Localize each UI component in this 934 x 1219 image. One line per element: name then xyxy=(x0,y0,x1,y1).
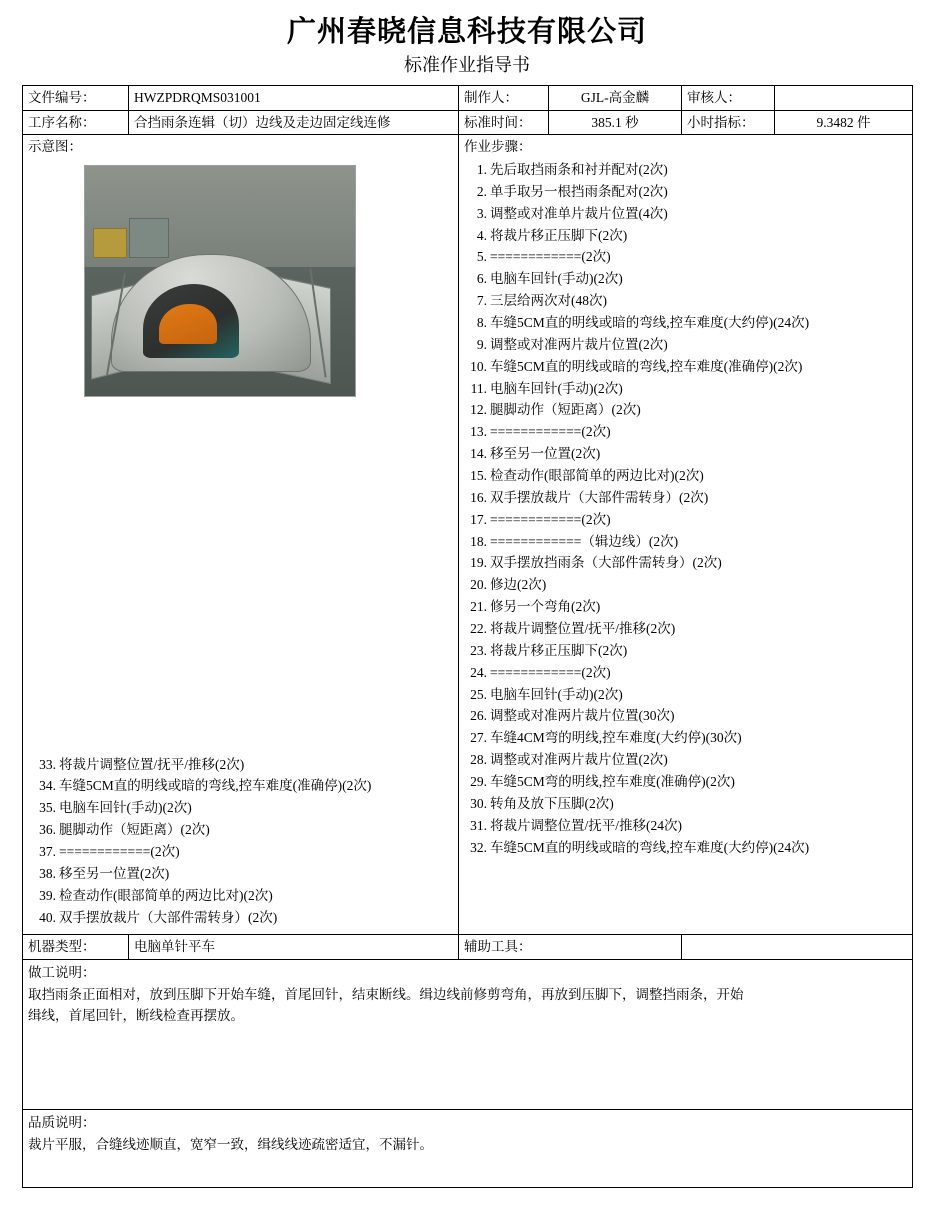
list-item xyxy=(464,596,907,618)
list-item xyxy=(464,793,907,815)
list-item xyxy=(464,552,907,574)
step-text: 车缝5CM直的明线或暗的弯线,控车难度(大约停)(24次) xyxy=(490,314,810,330)
doc-no-value: HWZPDRQMS031001 xyxy=(129,86,459,111)
photo-box-yellow xyxy=(93,228,127,258)
step-number: 34. xyxy=(39,778,56,794)
step-number: 23. xyxy=(470,642,487,658)
list-item xyxy=(464,837,907,859)
workmanship-line-1: 取挡雨条正面相对，放到压脚下开始车缝，首尾回针，结束断线。缉边线前修剪弯角，再放到压脚下，调整挡雨条，开始 xyxy=(28,986,744,1002)
step-text: 将裁片调整位置/抚平/推移(2次) xyxy=(490,620,676,636)
step-number: 22. xyxy=(470,620,487,636)
list-item xyxy=(33,797,463,819)
step-number: 29. xyxy=(470,774,487,789)
step-text: 车缝5CM弯的明线,控车难度(准确停)(2次) xyxy=(490,774,735,789)
list-item xyxy=(464,465,907,487)
workmanship-cell xyxy=(23,959,913,1109)
step-text: 修另一个弯角(2次) xyxy=(490,599,601,615)
list-item xyxy=(464,356,907,378)
step-number: 28. xyxy=(470,752,487,768)
step-text: 将裁片调整位置/抚平/推移(24次) xyxy=(490,817,682,833)
step-text: 腿脚动作（短距离）(2次) xyxy=(59,822,210,838)
step-text: ============（辑边线）(2次) xyxy=(490,533,679,549)
step-text: 调整或对准两片裁片位置(2次) xyxy=(490,336,668,352)
doc-no-label: 文件编号： xyxy=(23,86,129,111)
step-number: 15. xyxy=(470,467,487,483)
step-text: 单手取另一根挡雨条配对(2次) xyxy=(490,183,668,199)
list-item xyxy=(464,399,907,421)
machine-type-label: 机器类型： xyxy=(23,935,129,960)
list-item xyxy=(464,378,907,400)
steps-label: 作业步骤： xyxy=(464,139,532,155)
step-number: 30. xyxy=(470,795,487,811)
step-number: 14. xyxy=(470,446,487,462)
list-item xyxy=(464,203,907,225)
step-text: 腿脚动作（短距离）(2次) xyxy=(490,402,641,418)
process-label: 工序名称： xyxy=(23,110,129,135)
step-number: 17. xyxy=(470,511,487,527)
step-number: 1. xyxy=(476,161,487,177)
list-item xyxy=(464,618,907,640)
step-number: 19. xyxy=(470,555,487,571)
document-header xyxy=(22,14,912,79)
company-title: 广州春晓信息科技有限公司 xyxy=(286,16,647,48)
step-number: 27. xyxy=(470,730,487,746)
step-text: ============(2次) xyxy=(59,843,180,859)
list-item xyxy=(33,754,463,776)
illustration-label: 示意图： xyxy=(28,139,82,155)
step-text: 移至另一位置(2次) xyxy=(59,865,170,881)
step-number: 32. xyxy=(470,839,487,855)
steps-list-right xyxy=(464,159,907,859)
list-item xyxy=(33,907,463,929)
step-number: 6. xyxy=(476,271,487,287)
step-number: 3. xyxy=(476,205,487,221)
table-row-machine xyxy=(23,935,913,960)
list-item xyxy=(464,705,907,727)
step-text: 双手摆放挡雨条（大部件需转身）(2次) xyxy=(490,555,722,571)
list-item xyxy=(464,727,907,749)
step-text: 电脑车回针(手动)(2次) xyxy=(490,686,623,702)
aux-tool-label: 辅助工具： xyxy=(459,935,682,960)
step-number: 39. xyxy=(39,887,56,903)
list-item xyxy=(464,815,907,837)
step-text: 将裁片移正压脚下(2次) xyxy=(490,227,628,243)
tent-photo xyxy=(84,165,356,397)
list-item xyxy=(464,290,907,312)
step-text: 车缝5CM直的明线或暗的弯线,控车难度(大约停)(24次) xyxy=(490,839,810,855)
quality-title: 品质说明： xyxy=(28,1114,96,1130)
list-item xyxy=(464,749,907,771)
step-text: 将裁片移正压脚下(2次) xyxy=(490,642,628,658)
step-number: 13. xyxy=(470,424,487,440)
step-text: 三层给两次对(48次) xyxy=(490,293,607,309)
aux-tool-value xyxy=(682,935,913,960)
table-row-process xyxy=(23,110,913,135)
hour-target-value: 9.3482 件 xyxy=(775,110,913,135)
quality-cell xyxy=(23,1109,913,1187)
step-number: 40. xyxy=(39,909,56,925)
step-number: 4. xyxy=(476,227,487,243)
list-item xyxy=(464,487,907,509)
list-item xyxy=(464,509,907,531)
step-number: 20. xyxy=(470,577,487,593)
step-number: 2. xyxy=(476,183,487,199)
list-item xyxy=(464,312,907,334)
list-item xyxy=(33,775,463,797)
list-item xyxy=(464,225,907,247)
steps-list-left xyxy=(33,754,463,929)
reviewer-value xyxy=(775,86,913,111)
list-item xyxy=(464,421,907,443)
quality-line-1: 裁片平服，合缝线迹顺直，宽窄一致，缉线线迹疏密适宜，不漏针。 xyxy=(28,1136,433,1152)
list-item xyxy=(464,246,907,268)
step-text: 电脑车回针(手动)(2次) xyxy=(490,380,623,396)
step-number: 26. xyxy=(470,708,487,724)
hour-target-label: 小时指标： xyxy=(682,110,775,135)
step-number: 38. xyxy=(39,865,56,881)
step-text: 双手摆放裁片（大部件需转身）(2次) xyxy=(490,489,709,505)
step-text: 电脑车回针(手动)(2次) xyxy=(59,800,192,816)
step-text: 转角及放下压脚(2次) xyxy=(490,795,614,811)
list-item xyxy=(464,662,907,684)
std-time-value: 385.1 秒 xyxy=(549,110,682,135)
photo-box-gray xyxy=(129,218,169,258)
step-number: 7. xyxy=(476,293,487,309)
process-value: 合挡雨条连辑（切）边线及走边固定线连修 xyxy=(129,110,459,135)
table-row-quality xyxy=(23,1109,913,1187)
step-number: 24. xyxy=(470,664,487,680)
step-number: 9. xyxy=(476,336,487,352)
author-value: GJL-高金麟 xyxy=(549,86,682,111)
step-text: 修边(2次) xyxy=(490,577,547,593)
step-number: 11. xyxy=(470,380,487,396)
step-number: 33. xyxy=(39,756,56,772)
list-item xyxy=(464,684,907,706)
steps-cell xyxy=(459,135,913,935)
instruction-sheet-table xyxy=(22,85,913,1188)
step-number: 12. xyxy=(470,402,487,418)
list-item xyxy=(464,771,907,793)
step-text: 电脑车回针(手动)(2次) xyxy=(490,271,623,287)
step-number: 36. xyxy=(39,822,56,838)
machine-type-value: 电脑单针平车 xyxy=(129,935,459,960)
step-number: 5. xyxy=(476,249,487,265)
list-item xyxy=(464,159,907,181)
step-text: 移至另一位置(2次) xyxy=(490,446,601,462)
table-row-main xyxy=(23,135,913,935)
reviewer-label: 审核人： xyxy=(682,86,775,111)
list-item xyxy=(464,268,907,290)
workmanship-line-2: 缉线，首尾回针，断线检查再摆放。 xyxy=(28,1008,244,1024)
step-text: 检查动作(眼部简单的两边比对)(2次) xyxy=(490,467,704,483)
step-text: 调整或对准单片裁片位置(4次) xyxy=(490,205,668,221)
list-item xyxy=(464,574,907,596)
step-text: 调整或对准两片裁片位置(2次) xyxy=(490,752,668,768)
workmanship-title: 做工说明： xyxy=(28,964,96,980)
step-text: ============(2次) xyxy=(490,249,611,265)
photo-tent-door-orange xyxy=(159,304,217,344)
step-text: ============(2次) xyxy=(490,424,611,440)
step-number: 25. xyxy=(470,686,487,702)
list-item xyxy=(464,181,907,203)
step-text: 车缝5CM直的明线或暗的弯线,控车难度(准确停)(2次) xyxy=(59,778,372,794)
illustration-cell xyxy=(23,135,459,935)
list-item xyxy=(464,443,907,465)
step-number: 37. xyxy=(39,843,56,859)
step-text: ============(2次) xyxy=(490,511,611,527)
step-text: 调整或对准两片裁片位置(30次) xyxy=(490,708,675,724)
step-number: 16. xyxy=(470,489,487,505)
list-item xyxy=(464,640,907,662)
document-subtitle: 标准作业指导书 xyxy=(404,55,530,76)
step-text: 检查动作(眼部简单的两边比对)(2次) xyxy=(59,887,273,903)
list-item xyxy=(464,334,907,356)
step-number: 18. xyxy=(470,533,487,549)
step-number: 31. xyxy=(470,817,487,833)
list-item xyxy=(33,885,463,907)
list-item xyxy=(33,863,463,885)
step-text: ============(2次) xyxy=(490,664,611,680)
table-row-workmanship xyxy=(23,959,913,1109)
step-number: 21. xyxy=(470,599,487,615)
step-text: 车缝5CM直的明线或暗的弯线,控车难度(准确停)(2次) xyxy=(490,358,803,374)
step-text: 双手摆放裁片（大部件需转身）(2次) xyxy=(59,909,278,925)
step-number: 35. xyxy=(39,800,56,816)
list-item xyxy=(464,531,907,553)
std-time-label: 标准时间： xyxy=(459,110,549,135)
step-text: 先后取挡雨条和衬并配对(2次) xyxy=(490,161,668,177)
author-label: 制作人： xyxy=(459,86,549,111)
list-item xyxy=(33,819,463,841)
step-text: 将裁片调整位置/抚平/推移(2次) xyxy=(59,756,245,772)
table-row-docinfo xyxy=(23,86,913,111)
list-item xyxy=(33,841,463,863)
step-number: 8. xyxy=(476,314,487,330)
step-text: 车缝4CM弯的明线,控车难度(大约停)(30次) xyxy=(490,730,742,746)
step-number: 10. xyxy=(470,358,487,374)
